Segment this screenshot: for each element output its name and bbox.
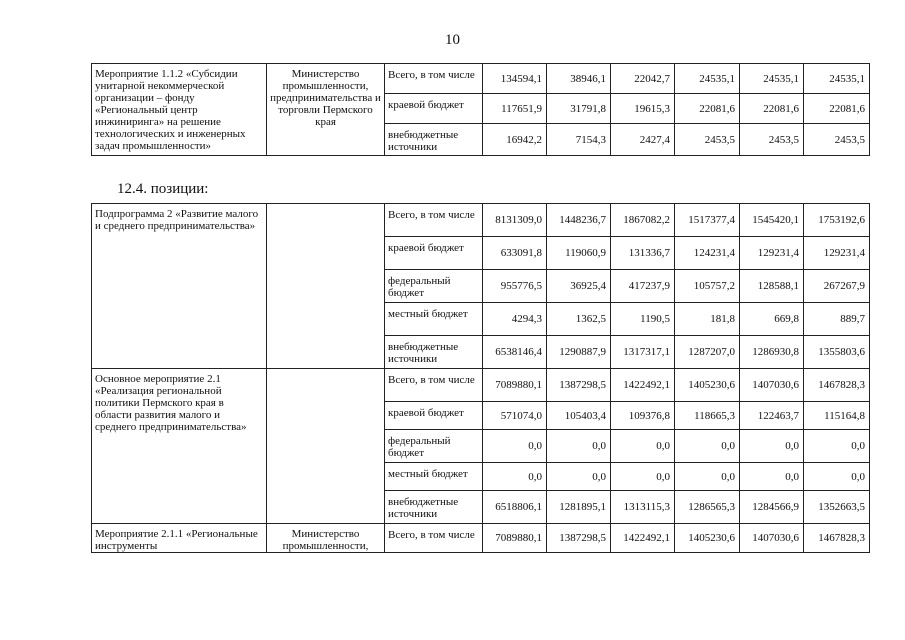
amount-cell: 0,0 bbox=[611, 430, 675, 463]
amount-cell: 267267,9 bbox=[804, 270, 870, 303]
amount-cell: 128588,1 bbox=[740, 270, 804, 303]
amount-cell: 1753192,6 bbox=[804, 204, 870, 237]
amount-cell: 669,8 bbox=[740, 303, 804, 336]
amount-cell: 16942,2 bbox=[483, 124, 547, 156]
amount-cell: 0,0 bbox=[483, 463, 547, 491]
amount-cell: 1286930,8 bbox=[740, 336, 804, 369]
amount-cell: 7089880,1 bbox=[483, 369, 547, 402]
row-description: Основное мероприятие 2.1 «Реализация региональной политики Пермского края в области развития малого и среднего предпринимательства» bbox=[92, 369, 267, 524]
amount-cell: 0,0 bbox=[675, 430, 740, 463]
amount-cell: 24535,1 bbox=[804, 64, 870, 94]
amount-cell: 1281895,1 bbox=[547, 491, 611, 524]
table-row bbox=[92, 524, 870, 553]
amount-cell: 31791,8 bbox=[547, 94, 611, 124]
section-heading: 12.4. позиции: bbox=[117, 181, 209, 197]
amount-cell: 38946,1 bbox=[547, 64, 611, 94]
amount-cell: 1387298,5 bbox=[547, 369, 611, 402]
amount-cell: 115164,8 bbox=[804, 402, 870, 430]
amount-cell: 22081,6 bbox=[804, 94, 870, 124]
amount-cell: 8131309,0 bbox=[483, 204, 547, 237]
amount-cell: 2453,5 bbox=[675, 124, 740, 156]
page-number: 10 bbox=[445, 32, 460, 48]
amount-cell: 1352663,5 bbox=[804, 491, 870, 524]
amount-cell: 2453,5 bbox=[740, 124, 804, 156]
amount-cell: 1387298,5 bbox=[547, 524, 611, 553]
funding-source: внебюджетные источники bbox=[385, 336, 483, 369]
amount-cell: 24535,1 bbox=[675, 64, 740, 94]
amount-cell: 7089880,1 bbox=[483, 524, 547, 553]
amount-cell: 1286565,3 bbox=[675, 491, 740, 524]
amount-cell: 1287207,0 bbox=[675, 336, 740, 369]
amount-cell: 1284566,9 bbox=[740, 491, 804, 524]
funding-source: местный бюджет bbox=[385, 463, 483, 491]
funding-source: Всего, в том числе bbox=[385, 64, 483, 94]
amount-cell: 1467828,3 bbox=[804, 524, 870, 553]
amount-cell: 417237,9 bbox=[611, 270, 675, 303]
amount-cell: 1290887,9 bbox=[547, 336, 611, 369]
amount-cell: 1407030,6 bbox=[740, 524, 804, 553]
amount-cell: 1867082,2 bbox=[611, 204, 675, 237]
responsible-executor: Министерство промышленности, bbox=[267, 524, 385, 553]
funding-source: Всего, в том числе bbox=[385, 204, 483, 237]
amount-cell: 1405230,6 bbox=[675, 524, 740, 553]
row-description: Мероприятие 2.1.1 «Региональные инструменты bbox=[92, 524, 267, 553]
amount-cell: 22081,6 bbox=[675, 94, 740, 124]
responsible-executor bbox=[267, 204, 385, 369]
amount-cell: 181,8 bbox=[675, 303, 740, 336]
amount-cell: 633091,8 bbox=[483, 237, 547, 270]
amount-cell: 7154,3 bbox=[547, 124, 611, 156]
funding-source: Всего, в том числе bbox=[385, 369, 483, 402]
amount-cell: 1405230,6 bbox=[675, 369, 740, 402]
amount-cell: 1517377,4 bbox=[675, 204, 740, 237]
amount-cell: 122463,7 bbox=[740, 402, 804, 430]
amount-cell: 22081,6 bbox=[740, 94, 804, 124]
funding-source: внебюджетные источники bbox=[385, 124, 483, 156]
amount-cell: 19615,3 bbox=[611, 94, 675, 124]
amount-cell: 105403,4 bbox=[547, 402, 611, 430]
amount-cell: 134594,1 bbox=[483, 64, 547, 94]
amount-cell: 117651,9 bbox=[483, 94, 547, 124]
budget-table-1 bbox=[91, 63, 870, 156]
amount-cell: 22042,7 bbox=[611, 64, 675, 94]
amount-cell: 36925,4 bbox=[547, 270, 611, 303]
funding-source: местный бюджет bbox=[385, 303, 483, 336]
amount-cell: 0,0 bbox=[740, 430, 804, 463]
amount-cell: 24535,1 bbox=[740, 64, 804, 94]
amount-cell: 2453,5 bbox=[804, 124, 870, 156]
amount-cell: 105757,2 bbox=[675, 270, 740, 303]
amount-cell: 0,0 bbox=[740, 463, 804, 491]
amount-cell: 0,0 bbox=[547, 430, 611, 463]
row-description: Подпрограмма 2 «Развитие малого и среднего предпринимательства» bbox=[92, 204, 267, 369]
amount-cell: 571074,0 bbox=[483, 402, 547, 430]
amount-cell: 0,0 bbox=[804, 463, 870, 491]
amount-cell: 0,0 bbox=[675, 463, 740, 491]
amount-cell: 0,0 bbox=[804, 430, 870, 463]
amount-cell: 0,0 bbox=[547, 463, 611, 491]
amount-cell: 129231,4 bbox=[804, 237, 870, 270]
amount-cell: 1313115,3 bbox=[611, 491, 675, 524]
amount-cell: 1422492,1 bbox=[611, 369, 675, 402]
amount-cell: 119060,9 bbox=[547, 237, 611, 270]
amount-cell: 1190,5 bbox=[611, 303, 675, 336]
responsible-executor bbox=[267, 369, 385, 524]
amount-cell: 1355803,6 bbox=[804, 336, 870, 369]
amount-cell: 2427,4 bbox=[611, 124, 675, 156]
amount-cell: 6518806,1 bbox=[483, 491, 547, 524]
funding-source: федеральный бюджет bbox=[385, 430, 483, 463]
funding-source: Всего, в том числе bbox=[385, 524, 483, 553]
amount-cell: 889,7 bbox=[804, 303, 870, 336]
amount-cell: 1407030,6 bbox=[740, 369, 804, 402]
funding-source: внебюджетные источники bbox=[385, 491, 483, 524]
funding-source: краевой бюджет bbox=[385, 94, 483, 124]
amount-cell: 124231,4 bbox=[675, 237, 740, 270]
amount-cell: 1467828,3 bbox=[804, 369, 870, 402]
responsible-executor: Министерство промышленности, предпринимательства и торговли Пермского края bbox=[267, 64, 385, 156]
amount-cell: 4294,3 bbox=[483, 303, 547, 336]
amount-cell: 1422492,1 bbox=[611, 524, 675, 553]
amount-cell: 0,0 bbox=[483, 430, 547, 463]
funding-source: краевой бюджет bbox=[385, 237, 483, 270]
amount-cell: 955776,5 bbox=[483, 270, 547, 303]
amount-cell: 1317317,1 bbox=[611, 336, 675, 369]
table-row bbox=[92, 369, 870, 402]
row-description: Мероприятие 1.1.2 «Субсидии унитарной некоммерческой организации – фонду «Региональный центр инжиниринга» на решение технологических и инженерных задач промышленности» bbox=[92, 64, 267, 156]
amount-cell: 1545420,1 bbox=[740, 204, 804, 237]
amount-cell: 129231,4 bbox=[740, 237, 804, 270]
amount-cell: 118665,3 bbox=[675, 402, 740, 430]
amount-cell: 1448236,7 bbox=[547, 204, 611, 237]
amount-cell: 1362,5 bbox=[547, 303, 611, 336]
amount-cell: 131336,7 bbox=[611, 237, 675, 270]
amount-cell: 109376,8 bbox=[611, 402, 675, 430]
amount-cell: 6538146,4 bbox=[483, 336, 547, 369]
funding-source: федеральный бюджет bbox=[385, 270, 483, 303]
funding-source: краевой бюджет bbox=[385, 402, 483, 430]
table-row bbox=[92, 204, 870, 237]
budget-table-2 bbox=[91, 203, 870, 553]
amount-cell: 0,0 bbox=[611, 463, 675, 491]
table-row bbox=[92, 64, 870, 94]
